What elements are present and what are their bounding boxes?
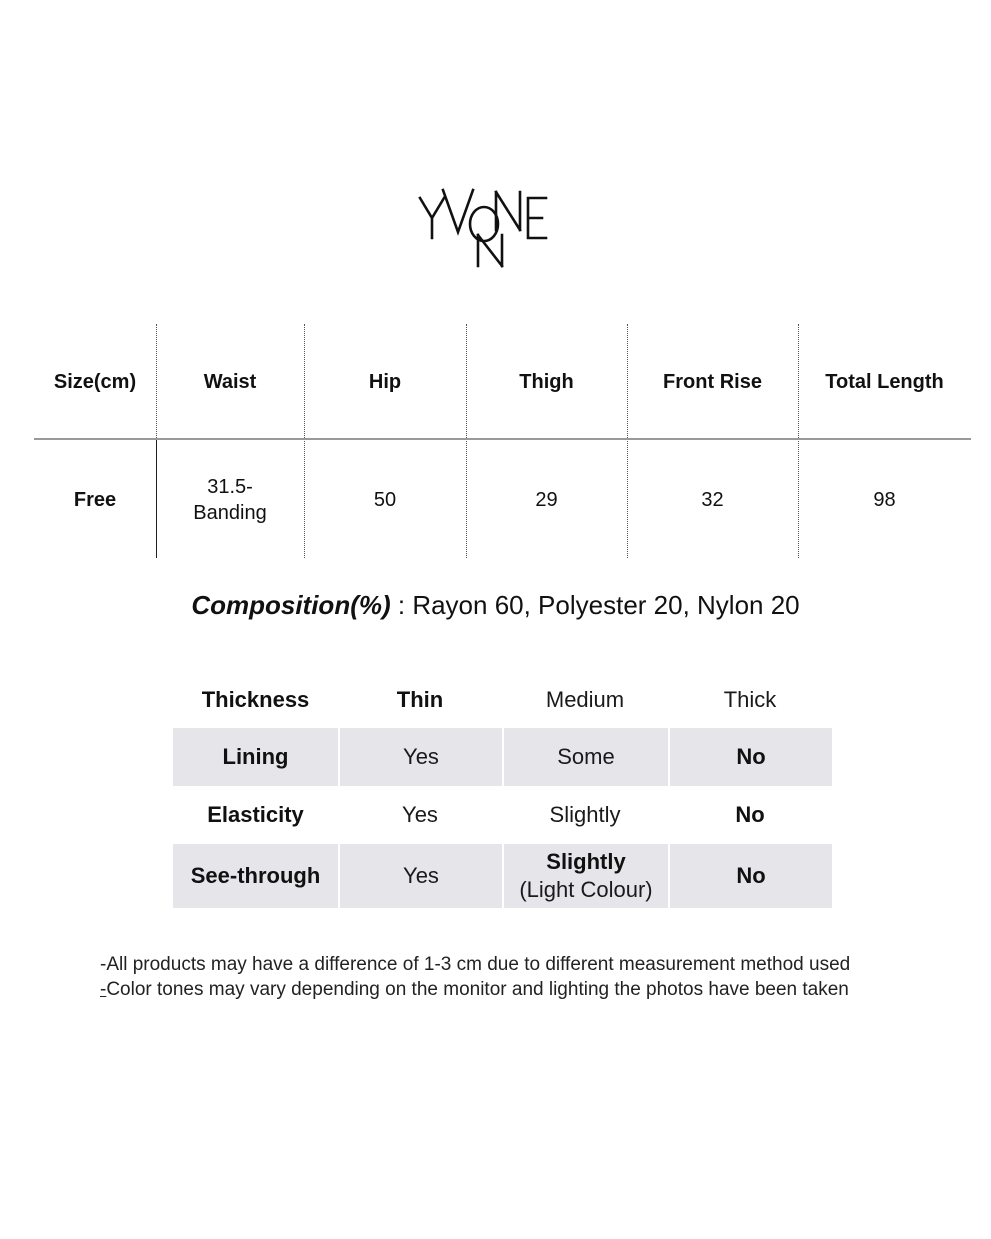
logo-monogram <box>410 180 560 275</box>
header-total-length: Total Length <box>825 371 944 393</box>
thickness-thin: Thin <box>396 687 444 712</box>
elasticity-label: Elasticity <box>207 802 304 827</box>
disclaimer-notes <box>100 952 850 1002</box>
elasticity-yes: Yes <box>402 802 438 827</box>
header-front-rise: Front Rise <box>663 371 762 393</box>
composition-label: Composition(%) <box>191 590 391 620</box>
elasticity-no: No <box>735 802 765 827</box>
elasticity-slightly: Slightly <box>549 802 621 827</box>
note-color <box>100 977 850 1002</box>
see-through-label: See-through <box>190 863 321 888</box>
thickness-thick: Thick <box>723 687 777 712</box>
thickness-medium: Medium <box>545 687 625 712</box>
header-divider <box>34 438 971 440</box>
see-through-slightly <box>502 844 668 908</box>
note-color-dash: - <box>100 979 107 1000</box>
row-see-through <box>173 844 832 908</box>
note-measurement: -All products may have a difference of 1-3 cm due to different measurement method used <box>100 954 851 975</box>
see-through-no: No <box>668 844 832 908</box>
see-through-slightly-main: Slightly <box>546 849 626 874</box>
row-elasticity <box>173 786 832 844</box>
thickness-label: Thickness <box>201 687 310 712</box>
see-through-yes: Yes <box>338 844 502 908</box>
header-hip: Hip <box>368 371 402 393</box>
lining-label: Lining <box>222 744 289 769</box>
header-size: Size(cm) <box>53 371 137 393</box>
cell-waist-line1: 31.5- <box>207 476 253 498</box>
cell-waist-line2: Banding <box>193 502 267 524</box>
brand-logo <box>410 180 560 275</box>
lining-yes: Yes <box>338 728 502 786</box>
cell-thigh: 29 <box>535 489 558 511</box>
cell-waist <box>156 464 304 536</box>
cell-hip: 50 <box>373 489 397 511</box>
header-waist: Waist <box>203 371 257 393</box>
composition-value: Rayon 60, Polyester 20, Nylon 20 <box>412 590 800 620</box>
composition-line <box>0 590 991 621</box>
cell-front-rise: 32 <box>701 489 724 511</box>
note-color-text: Color tones may vary depending on the monitor and lighting the photos have been taken <box>106 979 849 1000</box>
lining-some: Some <box>502 728 668 786</box>
cell-total-length: 98 <box>873 489 896 511</box>
row-thickness <box>173 672 832 728</box>
size-table <box>34 324 971 558</box>
lining-no: No <box>668 728 832 786</box>
row-lining <box>173 728 832 786</box>
composition-separator: : <box>390 590 413 620</box>
header-thigh: Thigh <box>519 371 574 393</box>
see-through-slightly-note: (Light Colour) <box>519 877 653 902</box>
cell-size: Free <box>73 489 117 511</box>
